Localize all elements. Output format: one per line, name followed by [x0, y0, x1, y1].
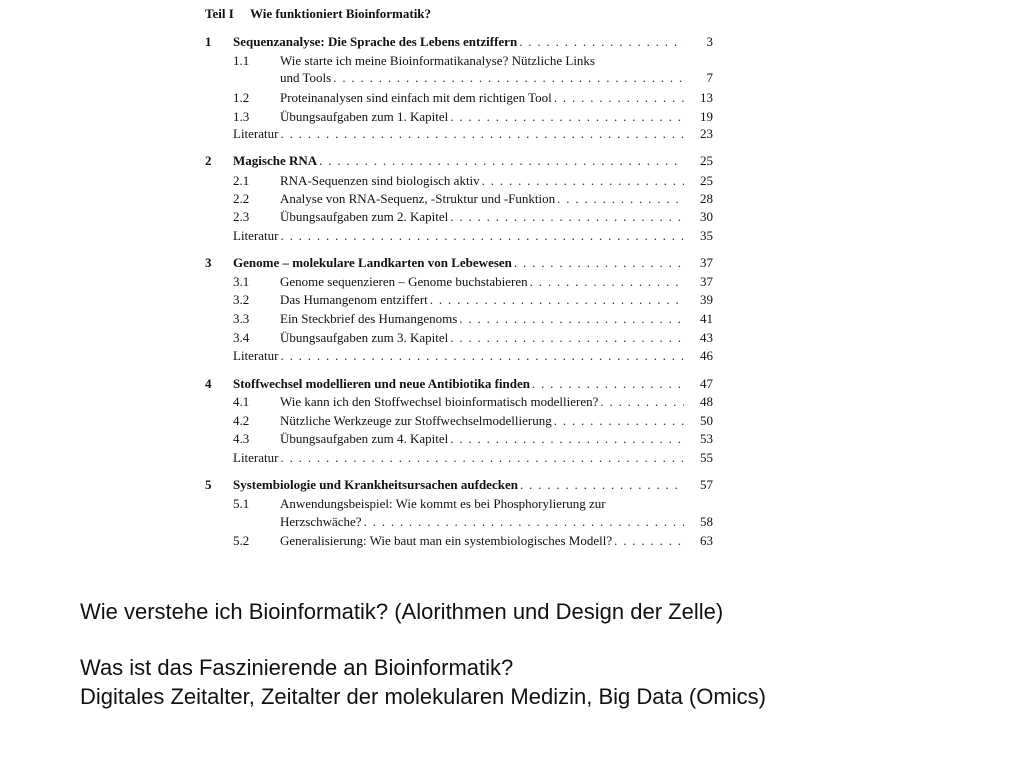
section-title: Generalisierung: Wie baut man ein systembiologisches Modell?: [280, 533, 613, 548]
section-title: Übungsaufgaben zum 1. Kapitel: [280, 109, 449, 124]
toc-literature-3: [205, 346, 720, 366]
literature-title: Literatur: [233, 228, 279, 243]
section-number: 1.3: [233, 109, 250, 124]
chapter-title: Magische RNA: [233, 153, 318, 168]
chapter-number: 2: [205, 153, 212, 168]
page-number: 63: [700, 533, 713, 548]
toc-chapter-4: [205, 374, 720, 394]
section-number: 3.1: [233, 274, 250, 289]
page-number: 30: [700, 209, 713, 224]
toc-section-5-1: [205, 494, 720, 514]
toc-chapter-5: [205, 475, 720, 495]
section-number: 1.1: [233, 53, 250, 68]
toc-section-3-2: [205, 290, 720, 310]
chapter-number: 5: [205, 477, 212, 492]
toc-section-2-2: [205, 189, 720, 209]
page-number: 25: [700, 173, 713, 188]
page-number: 50: [700, 413, 713, 428]
section-title: Übungsaufgaben zum 2. Kapitel: [280, 209, 449, 224]
page-number: 48: [700, 394, 713, 409]
toc-chapter-2: [205, 151, 720, 171]
chapter-title: Sequenzanalyse: Die Sprache des Lebens entziffern: [233, 34, 518, 49]
slide-notes: [80, 597, 1000, 711]
part-heading: [205, 6, 431, 22]
toc-chapter-3: [205, 253, 720, 273]
note-line-3: Digitales Zeitalter, Zeitalter der molekularen Medizin, Big Data (Omics): [80, 684, 766, 709]
section-number: 4.2: [233, 413, 250, 428]
toc-section-2-3: [205, 207, 720, 227]
toc-section-4-2: [205, 411, 720, 431]
section-title: Wie starte ich meine Bioinformatikanalyse? Nützliche Links: [280, 53, 595, 68]
chapter-title: Genome – molekulare Landkarten von Lebewesen: [233, 255, 512, 270]
literature-title: Literatur: [233, 126, 279, 141]
page-number: 19: [700, 109, 713, 124]
chapter-number: 1: [205, 34, 212, 49]
toc-section-2-1: [205, 171, 720, 191]
section-number: 4.1: [233, 394, 250, 409]
note-line-2: Was ist das Faszinierende an Bioinformatik?: [80, 655, 514, 680]
section-number: 5.2: [233, 533, 250, 548]
section-title-cont: und Tools: [280, 70, 332, 85]
page-number: 7: [706, 70, 713, 85]
note-line-1: Wie verstehe ich Bioinformatik? (Alorithmen und Design der Zelle): [80, 599, 724, 624]
page-number: 35: [700, 228, 713, 243]
section-title: Übungsaufgaben zum 4. Kapitel: [280, 431, 449, 446]
section-title: Das Humangenom entziffert: [280, 292, 428, 307]
section-number: 4.3: [233, 431, 250, 446]
section-title: Übungsaufgaben zum 3. Kapitel: [280, 330, 449, 345]
chapter-title: Systembiologie und Krankheitsursachen aufdecken: [233, 477, 518, 492]
page-number: 46: [700, 348, 713, 363]
toc-section-5-2: [205, 531, 720, 551]
toc-section-5-1-cont: [205, 512, 720, 532]
page-number: 13: [700, 90, 713, 105]
section-number: 1.2: [233, 90, 250, 105]
section-number: 2.2: [233, 191, 250, 206]
section-title: Analyse von RNA-Sequenz, -Struktur und -Funktion: [280, 191, 556, 206]
toc-section-4-3: [205, 429, 720, 449]
literature-title: Literatur: [233, 450, 279, 465]
page-number: 3: [706, 34, 713, 49]
section-title: Nützliche Werkzeuge zur Stoffwechselmodellierung: [280, 413, 552, 428]
toc-section-3-1: [205, 272, 720, 292]
page-number: 53: [700, 431, 713, 446]
page-number: 37: [700, 255, 713, 270]
chapter-title: Stoffwechsel modellieren und neue Antibiotika finden: [233, 376, 530, 391]
part-label: Teil I: [205, 6, 234, 21]
section-number: 2.1: [233, 173, 250, 188]
section-title: Anwendungsbeispiel: Wie kommt es bei Phosphorylierung zur: [280, 496, 606, 511]
toc-section-3-4: [205, 328, 720, 348]
page-number: 25: [700, 153, 713, 168]
section-title: Wie kann ich den Stoffwechsel bioinformatisch modellieren?: [280, 394, 599, 409]
page-number: 39: [700, 292, 713, 307]
toc-section-1-2: [205, 88, 720, 108]
page-number: 57: [700, 477, 713, 492]
section-title: Ein Steckbrief des Humangenoms: [280, 311, 458, 326]
section-title-cont: Herzschwäche?: [280, 514, 362, 529]
page-number: 55: [700, 450, 713, 465]
page-number: 58: [700, 514, 713, 529]
section-number: 5.1: [233, 496, 250, 511]
toc-section-4-1: [205, 392, 720, 412]
section-number: 3.3: [233, 311, 250, 326]
chapter-number: 4: [205, 376, 212, 391]
section-number: 3.2: [233, 292, 250, 307]
toc-literature-2: [205, 226, 720, 246]
toc-section-3-3: [205, 309, 720, 329]
section-number: 3.4: [233, 330, 250, 345]
section-title: Genome sequenzieren – Genome buchstabieren: [280, 274, 528, 289]
toc-literature-1: [205, 124, 720, 144]
chapter-number: 3: [205, 255, 212, 270]
part-title: Wie funktioniert Bioinformatik?: [250, 6, 432, 21]
section-title: Proteinanalysen sind einfach mit dem richtigen Tool: [280, 90, 552, 105]
page-number: 47: [700, 376, 713, 391]
page-number: 23: [700, 126, 713, 141]
section-number: 2.3: [233, 209, 250, 224]
toc-chapter-1: [205, 32, 720, 52]
page-number: 37: [700, 274, 713, 289]
page-number: 43: [700, 330, 713, 345]
page-number: 28: [700, 191, 713, 206]
toc-section-1-1-cont: [205, 68, 720, 88]
section-title: RNA-Sequenzen sind biologisch aktiv: [280, 173, 480, 188]
literature-title: Literatur: [233, 348, 279, 363]
page-number: 41: [700, 311, 713, 326]
toc-literature-4: [205, 448, 720, 468]
